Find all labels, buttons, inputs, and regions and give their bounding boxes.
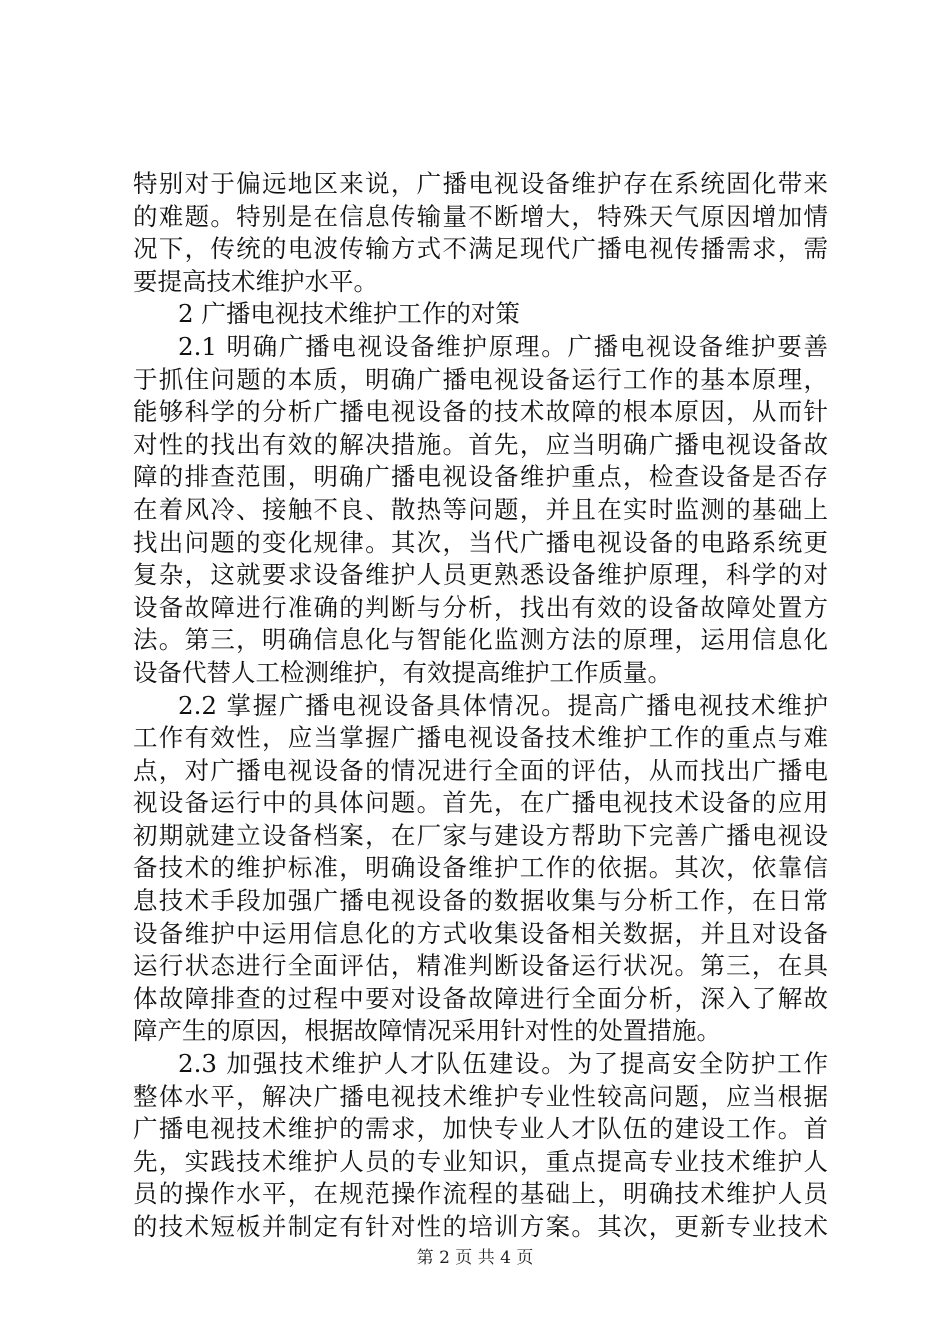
section-heading [133,298,828,331]
text-line: 视设备运行中的具体问题。首先，在广播电视技术设备的应用 [133,788,828,818]
text-line: 设备故障进行准确的判断与分析，找出有效的设备故障处置方 [133,592,828,622]
paragraph [133,690,828,1049]
document-body [133,168,828,1244]
text-line: 设备维护中运用信息化的方式收集设备相关数据，并且对设备 [133,918,828,948]
paragraph [133,168,828,298]
text-line: 2.2 掌握广播电视设备具体情况。提高广播电视技术维护 [178,690,828,720]
text-line: 体故障排查的过程中要对设备故障进行全面分析，深入了解故 [133,983,828,1013]
text-line: 设备代替人工检测维护，有效提高维护工作质量。 [133,657,672,687]
text-line: 况下，传统的电波传输方式不满足现代广播电视传播需求，需 [133,234,828,264]
text-line: 的难题。特别是在信息传输量不断增大，特殊天气原因增加情 [133,201,828,231]
text-line: 员的操作水平，在规范操作流程的基础上，明确技术维护人员 [133,1179,828,1209]
text-line: 备技术的维护标准，明确设备维护工作的依据。其次，依靠信 [133,853,828,883]
text-line: 初期就建立设备档案，在厂家与建设方帮助下完善广播电视设 [133,820,828,850]
paragraph [133,331,828,690]
text-line: 复杂，这就要求设备维护人员更熟悉设备维护原理，科学的对 [133,560,828,590]
text-line: 点，对广播电视设备的情况进行全面的评估，从而找出广播电 [133,755,828,785]
text-line: 先，实践技术维护人员的专业知识，重点提高专业技术维护人 [133,1146,828,1176]
text-line: 特别对于偏远地区来说，广播电视设备维护存在系统固化带来 [133,169,828,198]
text-line: 法。第三，明确信息化与智能化监测方法的原理，运用信息化 [133,625,828,655]
text-line: 的技术短板并制定有针对性的培训方案。其次，更新专业技术 [133,1212,828,1241]
text-line: 障的排查范围，明确广播电视设备维护重点，检查设备是否存 [133,462,828,492]
text-line: 工作有效性，应当掌握广播电视设备技术维护工作的重点与难 [133,723,828,753]
text-line: 障产生的原因，根据故障情况采用针对性的处置措施。 [133,1016,721,1046]
text-line: 整体水平，解决广播电视技术维护专业性较高问题，应当根据 [133,1081,828,1111]
text-line: 能够科学的分析广播电视设备的技术故障的根本原因，从而针 [133,397,828,427]
text-line: 找出问题的变化规律。其次，当代广播电视设备的电路系统更 [133,527,828,557]
heading-text: 2 广播电视技术维护工作的对策 [178,299,520,329]
text-line: 息技术手段加强广播电视设备的数据收集与分析工作，在日常 [133,886,828,916]
text-line: 对性的找出有效的解决措施。首先，应当明确广播电视设备故 [133,429,828,459]
text-line: 2.3 加强技术维护人才队伍建设。为了提高安全防护工作 [178,1049,828,1079]
text-line: 2.1 明确广播电视设备维护原理。广播电视设备维护要善 [178,331,828,361]
text-line: 在着风冷、接触不良、散热等问题，并且在实时监测的基础上 [133,494,828,524]
paragraph [133,1048,828,1244]
text-line: 于抓住问题的本质，明确广播电视设备运行工作的基本原理， [133,364,828,394]
text-line: 要提高技术维护水平。 [133,266,378,296]
text-line: 广播电视技术维护的需求，加快专业人才队伍的建设工作。首 [133,1114,828,1144]
page-number-footer: 第 2 页 共 4 页 [416,1248,534,1268]
text-line: 运行状态进行全面评估，精准判断设备运行状况。第三，在具 [133,951,828,981]
